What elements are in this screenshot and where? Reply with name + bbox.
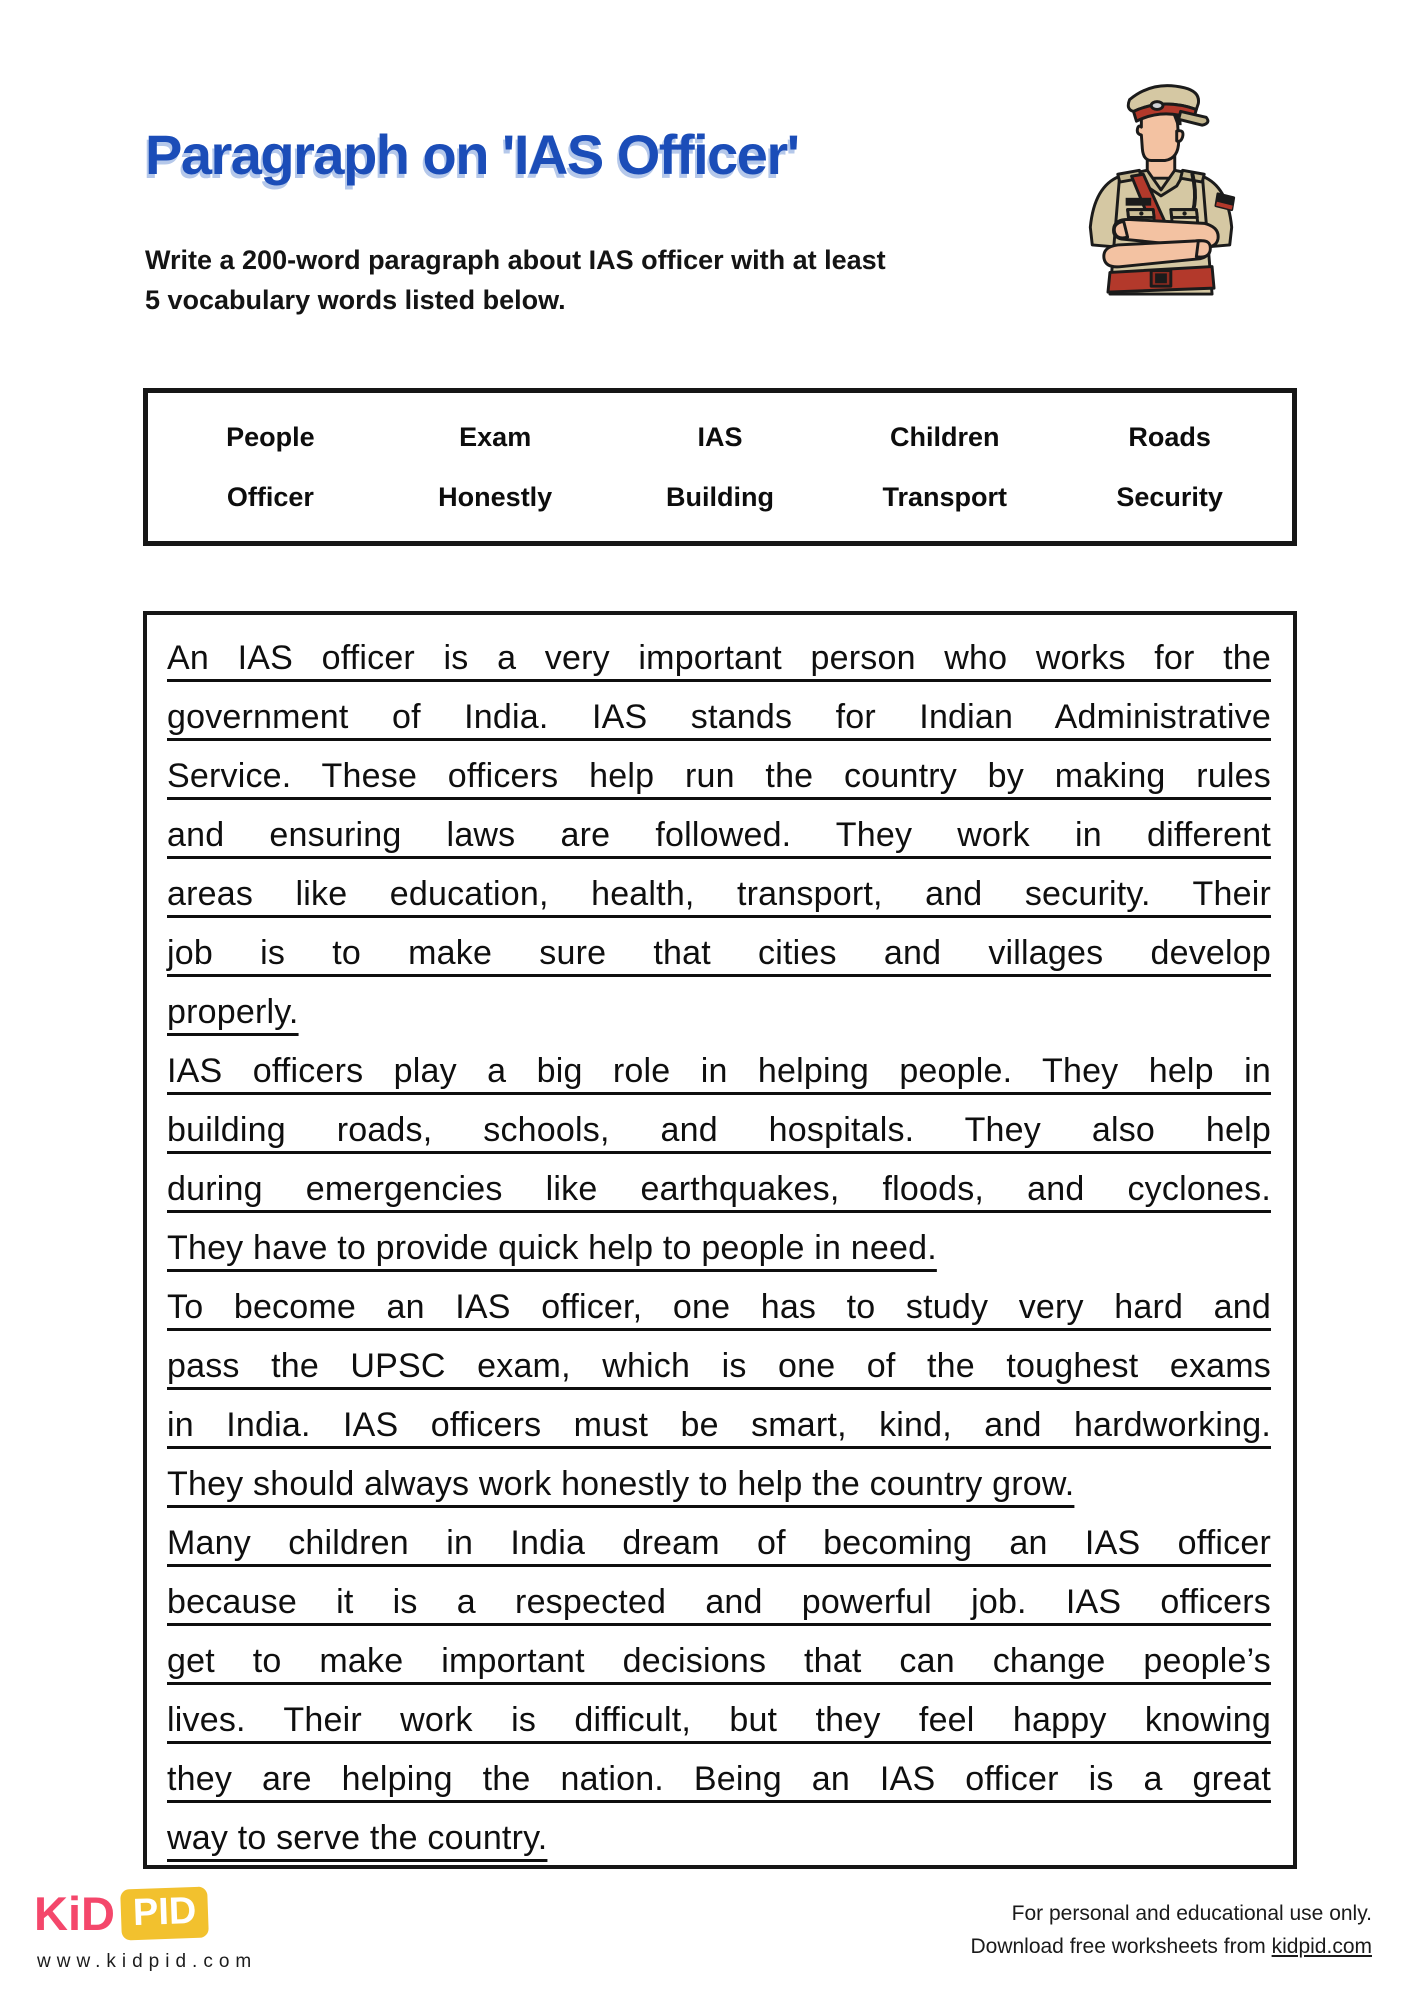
- paragraph-line: An IAS officer is a very important person who works for the: [167, 639, 1271, 677]
- paragraph-line: They have to provide quick help to people in need.: [167, 1229, 937, 1267]
- vocabulary-word: Officer: [226, 481, 314, 512]
- vocabulary-word: Honestly: [438, 481, 553, 512]
- footer-note-line-2: [970, 1930, 1372, 1963]
- paragraph-line: job is to make sure that cities and villages develop: [167, 934, 1271, 972]
- kidpid-link[interactable]: kidpid.com: [1271, 1935, 1372, 1958]
- paragraph-line: Service. These officers help run the country by making rules: [167, 757, 1271, 795]
- paragraph-line: areas like education, health, transport, and security. Their: [167, 875, 1271, 913]
- kidpid-website-url: www.kidpid.com: [37, 1951, 258, 1972]
- paragraph-line: government of India. IAS stands for Indian Administrative: [167, 698, 1271, 736]
- footer-note-line-2-prefix: Download free worksheets from: [970, 1935, 1272, 1958]
- paragraph-line: they are helping the nation. Being an IAS officer is a great: [167, 1760, 1271, 1798]
- vocabulary-word: Building: [666, 481, 774, 512]
- instructions: [145, 240, 886, 320]
- paragraph-line: pass the UPSC exam, which is one of the toughest exams: [167, 1347, 1271, 1385]
- paragraph-line: and ensuring laws are followed. They work in different: [167, 816, 1271, 854]
- vocabulary-word: Security: [1116, 481, 1223, 512]
- paragraph-line: They should always work honestly to help the country grow.: [167, 1465, 1075, 1503]
- paragraph-line: in India. IAS officers must be smart, kind, and hardworking.: [167, 1406, 1271, 1444]
- paragraph-line: way to serve the country.: [167, 1819, 548, 1857]
- police-officer-icon: [1082, 80, 1240, 296]
- vocabulary-word: Children: [890, 421, 1000, 452]
- kidpid-logo: [34, 1886, 208, 1941]
- paragraph-line: IAS officers play a big role in helping people. They help in: [167, 1052, 1271, 1090]
- vocabulary-word-bank: [143, 388, 1297, 546]
- kidpid-logo-kid: KiD: [34, 1887, 115, 1940]
- vocabulary-word: People: [226, 421, 315, 452]
- footer-note: [970, 1897, 1372, 1963]
- paragraph-line: because it is a respected and powerful job. IAS officers: [167, 1583, 1271, 1621]
- paragraph-line: during emergencies like earthquakes, floods, and cyclones.: [167, 1170, 1271, 1208]
- paragraph-line: get to make important decisions that can change people’s: [167, 1642, 1271, 1680]
- paragraph-line: lives. Their work is difficult, but they feel happy knowing: [167, 1701, 1271, 1739]
- kidpid-logo-pid: PID: [120, 1886, 209, 1940]
- footer-note-line-1: For personal and educational use only.: [1011, 1902, 1372, 1925]
- vocabulary-word: IAS: [697, 421, 743, 452]
- page-title: Paragraph on 'IAS Officer': [145, 123, 799, 186]
- paragraph-line: Many children in India dream of becoming an IAS officer: [167, 1524, 1271, 1562]
- instructions-line-2: 5 vocabulary words listed below.: [145, 285, 566, 315]
- paragraph-line: properly.: [167, 993, 299, 1031]
- vocabulary-word: Transport: [882, 481, 1008, 512]
- paragraph-line: To become an IAS officer, one has to study very hard and: [167, 1288, 1271, 1326]
- paragraph-line: building roads, schools, and hospitals. They also help: [167, 1111, 1271, 1149]
- vocabulary-word: Roads: [1128, 421, 1211, 452]
- paragraph-text-box: [143, 611, 1297, 1869]
- vocabulary-word: Exam: [459, 421, 532, 452]
- instructions-line-1: Write a 200-word paragraph about IAS officer with at least: [145, 245, 886, 275]
